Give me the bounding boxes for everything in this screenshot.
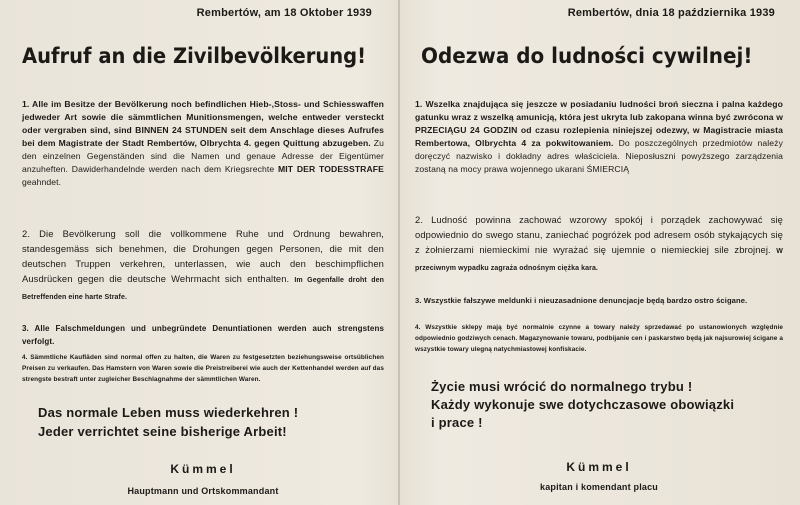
- german-paragraph-3: 3. Alle Falschmeldungen und unbegründete Denuntiationen werden auch strengstens verfolgt.: [22, 324, 384, 346]
- polish-closing-line-1: Życie musi wrócić do normalnego trybu !: [431, 379, 693, 394]
- polish-date: Rembertów, dnia 18 października 1939: [567, 7, 775, 19]
- polish-p1-main: 1. Wszelka znajdująca się jeszcze w posiadaniu ludności broń sieczna i palna każdego gatunku wraz z wszelką amunicją, która jest ukryta lub zakopana winna być zwrócona w PRZECIĄGU 24 GODZIN od czasu rozlepienia niniejszej odezwy, w Magistracie miasta Rembertowa, Olbrychta 4 za pokwitowaniem.: [415, 99, 783, 148]
- german-paragraph-4: 4. Sämmtliche Kaufläden sind normal offen zu halten, die Waren zu festgesetzten beziehungsweise ortsüblichen Preisen zu verkaufen. Das Hamstern von Waren sowie die Preistreiberei wie auch der Kettenhandel werden auf das strengste bestraft unter zugleicher Beschlagnahme der sämmtlichen Waren.: [22, 354, 384, 383]
- german-rank: Hauptmann und Ortskommandant: [127, 486, 279, 496]
- german-closing-line-2: Jeder verrichtet seine bisherige Arbeit!: [38, 424, 287, 439]
- polish-p1-details: Do poszczególnych przedmiotów należy doręczyć nazwisko i dokładny adres właściciela. Nieposłuszni powyższego zarządzenia zostaną na mocy prawa wojennego ukarani ŚMIERCIĄ: [415, 138, 783, 174]
- polish-rank: kapitan i komendant placu: [539, 482, 659, 492]
- polish-paragraph-3: 3. Wszystkie fałszywe meldunki i nieuzasadnione denuncjacje będą bardzo ostro ścigane.: [415, 296, 748, 305]
- polish-paragraph-2: [415, 212, 783, 276]
- german-p2-penalty: Im Gegenfalle droht den Betreffenden eine harte Strafe.: [22, 277, 384, 301]
- polish-closing-line-2: Każdy wykonuje swe dotychczasowe obowiązki: [431, 397, 735, 412]
- polish-title: Odezwa do ludności cywilnej!: [421, 44, 753, 68]
- german-paragraph-1: [22, 98, 384, 189]
- german-paragraph-2: [22, 226, 384, 305]
- german-p1-end: geahndet.: [22, 177, 62, 187]
- polish-closing-line-3: i prace !: [431, 415, 483, 430]
- polish-column: [415, 0, 783, 505]
- polish-p2-main: 2. Ludność powinna zachować wzorowy spokój i porządek zachowywać się odpowiednio do swego stanu, zaniechać pogróżek pod adresem osób stykających się z żołnierzami niemieckimi nie wyrażać się ujemnie o niemieckiej sile zbrojnej.: [415, 214, 783, 255]
- german-p2-main: 2. Die Bevölkerung soll die vollkommene Ruhe und Ordnung bewahren, standesgemäss sich benehmen, die Drohungen gegen Personen, die mit den deutschen Truppen verkehren, unterlassen, wie auch den beschimpflichen Ausdrücken gegen die deutsche Wehrmacht sich enthalten.: [22, 228, 384, 284]
- german-p1-main: 1. Alle im Besitze der Bevölkerung noch befindlichen Hieb-,Stoss- und Schiesswaffen jedweder Art sowie die sämmtlichen Munitionsmengen, welche entweder versteckt oder vergraben sind, sind BINNEN 24 STUNDEN seit dem Anschlage dieses Aufrufes bei dem Magistrate der Stadt Rembertów, Olbrychta 4. gegen Quittung abzugeben.: [22, 99, 384, 148]
- german-signature: Kümmel: [170, 462, 236, 476]
- polish-signature: Kümmel: [566, 460, 632, 474]
- german-death-penalty: MIT DER TODESSTRAFE: [278, 164, 384, 174]
- german-column: [22, 0, 384, 505]
- polish-paragraph-4: 4. Wszystkie sklepy mają być normalnie czynne a towary należy sprzedawać po ustanowionych względnie odpowiednio godziwych cenach. Magazynowanie towaru, podbijanie cen i paskarstwo będą jak najsurowiej ścigane a wszystkie towary ulegną natychmiastowej konfiskacie.: [415, 324, 783, 353]
- german-p1-details: Zu den einzelnen Gegenständen sind die Namen und genaue Adresse der Eigentümer anzuheften. Dawiderhandelnde werden nach dem Kriegsrechte: [22, 138, 384, 174]
- german-closing-line-1: Das normale Leben muss wiederkehren !: [38, 405, 299, 420]
- polish-p2-penalty: W przeciwnym wypadku zagraża odnośnym ciężka kara.: [415, 248, 783, 272]
- german-title: Aufruf an die Zivilbevölkerung!: [22, 44, 367, 68]
- center-fold: [398, 0, 400, 505]
- polish-paragraph-1: [415, 98, 783, 176]
- german-date: Rembertów, am 18 Oktober 1939: [196, 7, 372, 19]
